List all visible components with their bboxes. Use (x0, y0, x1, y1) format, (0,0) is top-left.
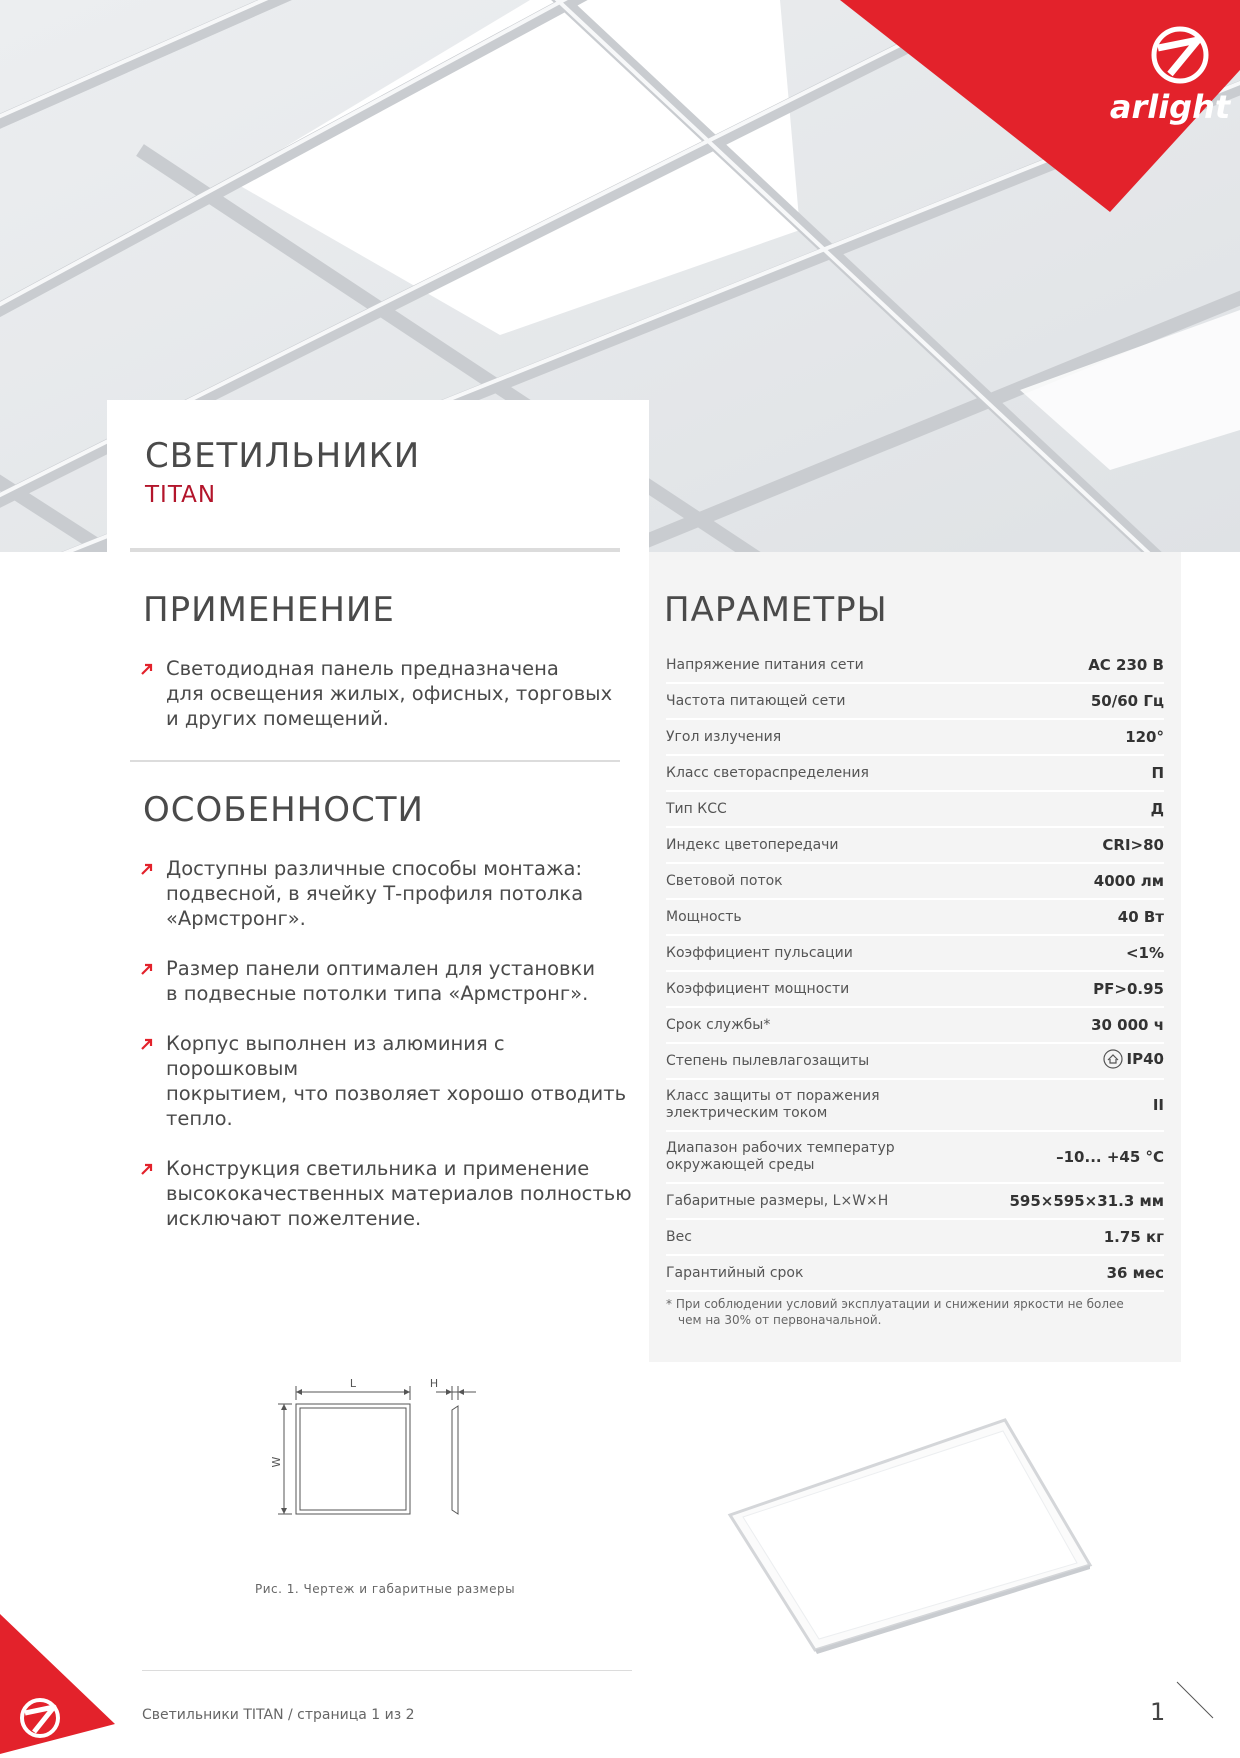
dimension-label-w: W (270, 1456, 283, 1468)
page-number: 1 (1150, 1698, 1166, 1726)
features-heading: ОСОБЕННОСТИ (143, 790, 424, 830)
feature-item (140, 1156, 640, 1231)
parameter-row (666, 1256, 1164, 1292)
feature-item (140, 1031, 640, 1131)
parameter-row (666, 1184, 1164, 1220)
page-subtitle: TITAN (145, 482, 217, 508)
dimension-label-l: L (349, 1377, 357, 1390)
feature-item-line: подвесной, в ячейку Т-профиля потолка (166, 882, 584, 905)
feature-item-line: Конструкция светильника и применение (166, 1157, 590, 1180)
parameter-row (666, 972, 1164, 1008)
parameter-value: 40 Вт (1117, 908, 1164, 926)
parameter-row (666, 864, 1164, 900)
parameter-name: Класс светораспределения (666, 764, 869, 781)
divider-top (130, 548, 620, 552)
parameter-name: Коэффициент пульсации (666, 944, 853, 961)
footnote-line: чем на 30% от первоначальной. (678, 1313, 882, 1327)
parameters-table (666, 648, 1164, 1292)
parameter-value: <1% (1125, 944, 1164, 962)
parameter-name: Вес (666, 1228, 692, 1245)
application-item-line: Светодиодная панель предназначена (166, 657, 559, 680)
logo-text: arlight (1109, 88, 1231, 126)
parameter-name: Срок службы* (666, 1016, 771, 1033)
parameter-row (666, 648, 1164, 684)
parameter-value: 50/60 Гц (1090, 692, 1164, 710)
footnote-line: * При соблюдении условий эксплуатации и снижении яркости не более (666, 1297, 1124, 1311)
title-card (107, 400, 649, 552)
feature-item-line: Корпус выполнен из алюминия с порошковым (166, 1032, 505, 1080)
bullet-arrow-icon (140, 662, 154, 676)
feature-item (140, 956, 640, 1006)
technical-drawing (270, 1372, 490, 1526)
parameter-name: Класс защиты от поражения электрическим током (666, 1088, 880, 1121)
features-list (140, 856, 640, 1256)
parameter-name: Световой поток (666, 872, 783, 889)
feature-item-line: высококачественных материалов полностью (166, 1182, 632, 1205)
feature-item-line: в подвесные потолки типа «Армстронг». (166, 982, 589, 1005)
parameter-value: PF>0.95 (1093, 980, 1164, 998)
parameter-value: 1.75 кг (1103, 1228, 1164, 1246)
parameter-row (666, 720, 1164, 756)
parameter-value: Д (1150, 800, 1164, 818)
parameter-value: П (1151, 764, 1164, 782)
parameter-name: Степень пылевлагозащиты (666, 1052, 870, 1069)
figure-caption: Рис. 1. Чертеж и габаритные размеры (255, 1582, 516, 1596)
feature-item-line: покрытием, что позволяет хорошо отводить (166, 1082, 627, 1105)
application-item-line: и других помещений. (166, 707, 389, 730)
divider-middle (130, 760, 620, 762)
parameter-row (666, 936, 1164, 972)
feature-item-line: исключают пожелтение. (166, 1207, 422, 1230)
feature-item-line: Доступны различные способы монтажа: (166, 857, 583, 880)
parameter-value: 30 000 ч (1091, 1016, 1164, 1034)
parameter-name: Частота питающей сети (666, 692, 846, 709)
parameter-name: Напряжение питания сети (666, 656, 864, 673)
feature-item (140, 856, 640, 931)
application-item-line: для освещения жилых, офисных, торговых (166, 682, 613, 705)
dimension-label-h: H (429, 1377, 439, 1390)
parameter-value: –10... +45 °C (1056, 1148, 1164, 1166)
parameter-value: 595×595×31.3 мм (1009, 1192, 1164, 1210)
parameter-row (666, 756, 1164, 792)
bullet-arrow-icon (140, 862, 154, 876)
parameter-row (666, 792, 1164, 828)
bullet-arrow-icon (140, 1037, 154, 1051)
parameter-row (666, 900, 1164, 936)
parameter-name: Габаритные размеры, L×W×H (666, 1192, 889, 1209)
product-image (725, 1415, 1095, 1659)
corner-logo (0, 1614, 120, 1758)
application-heading: ПРИМЕНЕНИЕ (143, 590, 395, 630)
parameter-value: II (1152, 1096, 1164, 1114)
parameter-value: 120° (1125, 728, 1164, 746)
parameter-row (666, 684, 1164, 720)
footer-divider (142, 1670, 632, 1671)
parameter-row (666, 1132, 1164, 1184)
parameter-name: Тип КСС (666, 800, 727, 817)
parameter-name: Диапазон рабочих температур окружающей среды (666, 1140, 895, 1173)
page-title: СВЕТИЛЬНИКИ (145, 436, 421, 476)
parameter-row (666, 828, 1164, 864)
brand-logo (840, 0, 1240, 219)
page-slash-decoration (1175, 1680, 1215, 1724)
parameter-name: Индекс цветопередачи (666, 836, 839, 853)
parameter-row (666, 1080, 1164, 1132)
parameters-footnote (666, 1296, 1136, 1328)
parameters-heading: ПАРАМЕТРЫ (664, 590, 888, 630)
bullet-arrow-icon (140, 1162, 154, 1176)
parameter-value: 36 мес (1106, 1264, 1164, 1282)
parameter-value: IP40 (1103, 1049, 1164, 1073)
parameter-row (666, 1008, 1164, 1044)
application-item (140, 656, 640, 731)
bullet-arrow-icon (140, 962, 154, 976)
parameter-name: Гарантийный срок (666, 1264, 804, 1281)
feature-item-line: Размер панели оптимален для установки (166, 957, 595, 980)
parameter-row (666, 1220, 1164, 1256)
parameter-value: AC 230 В (1088, 656, 1164, 674)
parameter-row (666, 1044, 1164, 1080)
parameter-name: Угол излучения (666, 728, 782, 745)
parameter-value: 4000 лм (1093, 872, 1164, 890)
indoor-house-icon (1103, 1049, 1123, 1069)
feature-item-line: тепло. (166, 1107, 233, 1130)
parameter-value: CRI>80 (1102, 836, 1164, 854)
application-list (140, 656, 640, 731)
parameter-name: Коэффициент мощности (666, 980, 850, 997)
parameter-name: Мощность (666, 908, 742, 925)
feature-item-line: «Армстронг». (166, 907, 306, 930)
footer-text: Светильники TITAN / страница 1 из 2 (142, 1707, 415, 1723)
